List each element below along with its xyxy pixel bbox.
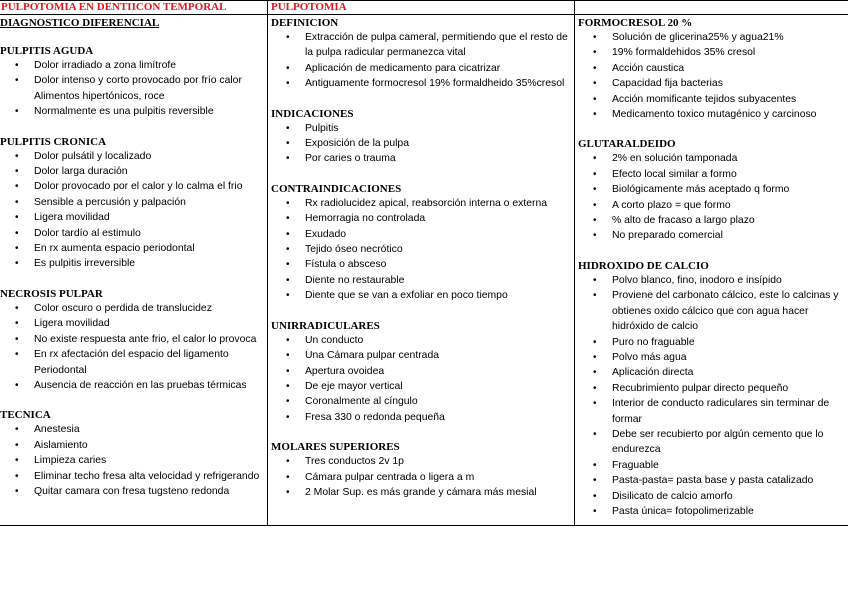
section-spacer: [271, 92, 571, 107]
list-item: • Una Cámara pulpar centrada: [271, 348, 571, 363]
section-title: NECROSIS PULPAR: [0, 287, 103, 300]
list-item: • Pasta-pasta= pasta base y pasta catalizado: [578, 473, 846, 488]
section: [271, 440, 571, 500]
list-item: • Un conducto: [271, 333, 571, 348]
section-title: UNIRRADICULARES: [271, 319, 380, 332]
list-item: • Dolor larga duración: [0, 164, 264, 179]
bullet-list: [0, 422, 264, 499]
list-item: • Coronalmente al cíngulo: [271, 394, 571, 409]
list-item: • Pasta única= fotopolimerizable: [578, 504, 846, 519]
list-item: • 2% en solución tamponada: [578, 151, 846, 166]
bullet-list: [271, 454, 571, 500]
bullet-list: [0, 149, 264, 272]
bullet-list: [271, 196, 571, 304]
section: [0, 287, 264, 408]
list-item: • Dolor tardío al estimulo: [0, 226, 264, 241]
section: [0, 135, 264, 287]
list-item: • Extracción de pulpa cameral, permitiendo que el resto de la pulpa radicular permanezca vital: [271, 30, 571, 61]
column-diagnostico: [0, 16, 264, 499]
section-spacer: [271, 304, 571, 319]
header-divider: [0, 14, 848, 15]
section-spacer: [578, 244, 846, 259]
list-item: • Apertura ovoidea: [271, 364, 571, 379]
section: [578, 259, 846, 520]
bullet-list: [271, 333, 571, 425]
list-item: • Ligera movilidad: [0, 210, 264, 225]
section: [578, 16, 846, 137]
list-item: • Por caries o trauma: [271, 151, 571, 166]
list-item: • Limpieza caries: [0, 453, 264, 468]
bottom-border: [0, 525, 848, 526]
section-spacer: [0, 120, 264, 135]
list-item: • Quitar camara con fresa tugsteno redonda: [0, 484, 264, 499]
section: [271, 107, 571, 182]
section-title: PULPITIS CRONICA: [0, 135, 107, 148]
list-item: • Aplicación directa: [578, 365, 846, 380]
bullet-list: [0, 58, 264, 120]
list-item: • Biológicamente más aceptado q formo: [578, 182, 846, 197]
list-item: • Ligera movilidad: [0, 316, 264, 331]
list-item: • No existe respuesta ante frio, el calor lo provoca: [0, 332, 264, 347]
column-divider-2: [574, 0, 575, 526]
list-item: • Fístula o absceso: [271, 257, 571, 272]
section: [271, 319, 571, 440]
list-item: • Ausencia de reacción en las pruebas térmicas: [0, 378, 264, 393]
section-spacer: [578, 122, 846, 137]
bullet-list: [578, 273, 846, 520]
list-item: • Recubrimiento pulpar directo pequeño: [578, 381, 846, 396]
list-item: • En rx afectación del espacio del ligamento Periodontal: [0, 347, 264, 378]
list-item: • A corto plazo = que formo: [578, 198, 846, 213]
list-item: • Capacidad fija bacterias: [578, 76, 846, 91]
list-item: • Diente que se van a exfoliar en poco tiempo: [271, 288, 571, 303]
list-item: • Solución de glicerina25% y agua21%: [578, 30, 846, 45]
list-item: • Aislamiento: [0, 438, 264, 453]
list-item: • No preparado comercial: [578, 228, 846, 243]
list-item: • Aplicación de medicamento para cicatrizar: [271, 61, 571, 76]
list-item: • Antiguamente formocresol 19% formaldheido 35%cresol: [271, 76, 571, 91]
list-item: • % alto de fracaso a largo plazo: [578, 213, 846, 228]
list-item: • 2 Molar Sup. es más grande y cámara más mesial: [271, 485, 571, 500]
bullet-list: [578, 30, 846, 122]
bullet-list: [271, 121, 571, 167]
list-item: • Dolor pulsátil y localizado: [0, 149, 264, 164]
list-item: • Color oscuro o perdida de translucidez: [0, 301, 264, 316]
bullet-list: [578, 151, 846, 243]
column-title: DIAGNOSTICO DIFERENCIAL: [0, 17, 160, 29]
list-item: • Rx radiolucidez apical, reabsorción interna o externa: [271, 196, 571, 211]
list-item: • Disilicato de calcio amorfo: [578, 489, 846, 504]
list-item: • Es pulpitis irreversible: [0, 256, 264, 271]
section: [0, 408, 264, 499]
list-item: • Medicamento toxico mutagénico y carcinoso: [578, 107, 846, 122]
section: [0, 44, 264, 135]
list-item: • Pulpitis: [271, 121, 571, 136]
list-item: • Dolor provocado por el calor y lo calma el frio: [0, 179, 264, 194]
section-spacer: [0, 272, 264, 287]
list-item: • De eje mayor vertical: [271, 379, 571, 394]
list-item: • Tejido óseo necrótico: [271, 242, 571, 257]
list-item: • Tres conductos 2v 1p: [271, 454, 571, 469]
list-item: • Exudado: [271, 227, 571, 242]
list-item: • Diente no restaurable: [271, 273, 571, 288]
list-item: • Interior de conducto radiculares sin terminar de formar: [578, 396, 846, 427]
list-item: • Dolor irradiado a zona limítrofe: [0, 58, 264, 73]
list-item: • Acción momificante tejidos subyacentes: [578, 92, 846, 107]
list-item: • Debe ser recubierto por algún cemento que lo endurezca: [578, 427, 846, 458]
section-title: INDICACIONES: [271, 107, 354, 120]
list-item: • Cámara pulpar centrada o ligera a m: [271, 470, 571, 485]
list-item: • Fresa 330 o redonda pequeña: [271, 410, 571, 425]
list-item: • 19% formaldehidos 35% cresol: [578, 45, 846, 60]
header-col1: PULPOTOMIA EN DENTIICON TEMPORAL: [1, 1, 227, 13]
section: [271, 182, 571, 319]
list-item: • Hemorragia no controlada: [271, 211, 571, 226]
section-title: HIDROXIDO DE CALCIO: [578, 259, 709, 272]
column-medicamentos: [578, 16, 846, 519]
bullet-list: [271, 30, 571, 92]
section-spacer: [271, 425, 571, 440]
section-title: GLUTARALDEIDO: [578, 138, 676, 151]
header-col2: PULPOTOMIA: [271, 1, 347, 13]
list-item: • Eliminar techo fresa alta velocidad y refrigerando: [0, 469, 264, 484]
section: [578, 137, 846, 258]
list-item: • Anestesia: [0, 422, 264, 437]
section-title: TECNICA: [0, 409, 51, 422]
list-item: • Puro no fraguable: [578, 335, 846, 350]
list-item: • Acción caustica: [578, 61, 846, 76]
list-item: • Normalmente es una pulpitis reversible: [0, 104, 264, 119]
list-item: • Efecto local similar a formo: [578, 167, 846, 182]
bullet-list: [0, 301, 264, 393]
list-item: • Polvo más agua: [578, 350, 846, 365]
column-divider-1: [267, 0, 268, 526]
section-title: CONTRAINDICACIONES: [271, 182, 402, 195]
column-pulpotomia: [271, 16, 571, 500]
list-item: • Polvo blanco, fino, inodoro e insípido: [578, 273, 846, 288]
section-spacer: [271, 167, 571, 182]
section-title: PULPITIS AGUDA: [0, 45, 94, 57]
list-item: • Proviene del carbonato cálcico, este lo calcinas y obtienes oxido cálcico que con agua hacer hidróxido de calcio: [578, 288, 846, 334]
list-item: • Sensible a percusión y palpación: [0, 195, 264, 210]
list-item: • Exposición de la pulpa: [271, 136, 571, 151]
list-item: • En rx aumenta espacio periodontal: [0, 241, 264, 256]
list-item: • Fraguable: [578, 458, 846, 473]
section: [271, 16, 571, 107]
list-item: • Dolor intenso y corto provocado por frío calor Alimentos hipertónicos, roce: [0, 73, 264, 104]
section-title: MOLARES SUPERIORES: [271, 441, 400, 454]
section-spacer: [0, 393, 264, 408]
section-title: FORMOCRESOL 20 %: [578, 17, 693, 29]
section-title: DEFINICION: [271, 17, 339, 29]
